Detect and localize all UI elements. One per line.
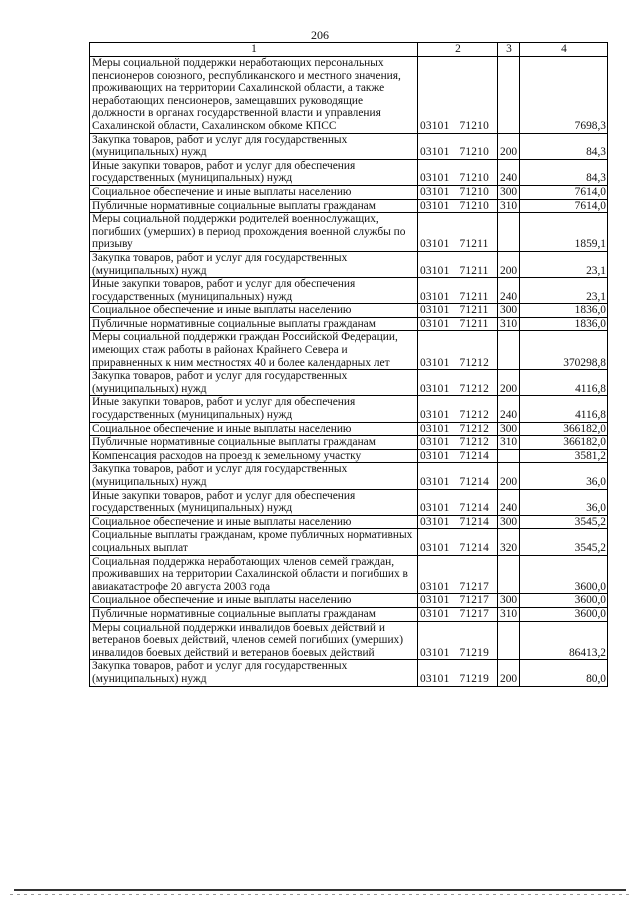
row-name: Меры социальной поддержки родителей военнослужащих, погибших (умерших) в период прохождения военной службы по призыву xyxy=(90,213,418,252)
row-expense-type xyxy=(498,213,520,252)
code-part-a: 03101 xyxy=(420,646,450,659)
row-target-code xyxy=(418,449,498,463)
row-expense-type: 310 xyxy=(498,317,520,331)
table-row xyxy=(90,436,608,450)
table-row xyxy=(90,199,608,213)
code-part-b: 71214 xyxy=(459,541,489,554)
row-expense-type: 300 xyxy=(498,304,520,318)
row-target-code xyxy=(418,436,498,450)
row-name: Публичные нормативные социальные выплаты гражданам xyxy=(90,436,418,450)
row-amount: 3600,0 xyxy=(520,594,608,608)
code-part-a: 03101 xyxy=(420,119,450,132)
row-name: Социальное обеспечение и иные выплаты населению xyxy=(90,594,418,608)
row-target-code xyxy=(418,621,498,660)
row-name: Социальные выплаты гражданам, кроме публичных нормативных социальных выплат xyxy=(90,529,418,555)
row-target-code xyxy=(418,370,498,396)
row-name: Иные закупки товаров, работ и услуг для обеспечения государственных (муниципальных) нужд xyxy=(90,489,418,515)
row-expense-type: 240 xyxy=(498,278,520,304)
page-bottom-rule xyxy=(14,889,626,891)
code-part-b: 71214 xyxy=(459,476,489,488)
code-part-b: 71210 xyxy=(459,119,489,132)
table-row xyxy=(90,594,608,608)
row-expense-type xyxy=(498,57,520,134)
table-row xyxy=(90,489,608,515)
row-amount: 370298,8 xyxy=(520,331,608,370)
row-target-code xyxy=(418,489,498,515)
row-amount: 1836,0 xyxy=(520,317,608,331)
table-row xyxy=(90,57,608,134)
code-part-a: 03101 xyxy=(420,502,450,515)
row-name: Меры социальной поддержки граждан Российской Федерации, имеющих стаж работы в районах Крайнего Севера и приравненных к ним местностях 40 и более календарных лет xyxy=(90,331,418,370)
code-part-b: 71219 xyxy=(459,672,489,685)
row-target-code xyxy=(418,185,498,199)
row-expense-type: 300 xyxy=(498,422,520,436)
row-name: Публичные нормативные социальные выплаты гражданам xyxy=(90,317,418,331)
code-part-a: 03101 xyxy=(420,290,450,303)
row-target-code xyxy=(418,199,498,213)
row-expense-type: 200 xyxy=(498,251,520,277)
code-part-a: 03101 xyxy=(420,409,450,422)
row-amount: 84,3 xyxy=(520,159,608,185)
row-target-code xyxy=(418,304,498,318)
code-part-a: 03101 xyxy=(420,580,450,593)
table-row xyxy=(90,251,608,277)
row-amount: 7614,0 xyxy=(520,199,608,213)
row-amount: 7614,0 xyxy=(520,185,608,199)
row-amount: 366182,0 xyxy=(520,422,608,436)
row-name: Социальная поддержка неработающих членов семей граждан, проживавших на территории Сахалинской области и погибших в авиакатастрофе 20 августа 2003 года xyxy=(90,555,418,594)
row-name: Меры социальной поддержки неработающих персональных пенсионеров союзного, республиканского и местного значения, проживающих на территории Сахалинской области, а также неработающих пенсионеров, замещавших руководящие должности в органах государственной власти и управления Сахалинской области, Сахалинском обкоме КПСС xyxy=(90,57,418,134)
row-expense-type: 300 xyxy=(498,594,520,608)
code-part-a: 03101 xyxy=(420,317,450,330)
code-part-a: 03101 xyxy=(420,172,450,185)
row-amount: 4116,8 xyxy=(520,370,608,396)
row-name: Социальное обеспечение и иные выплаты населению xyxy=(90,304,418,318)
row-expense-type xyxy=(498,555,520,594)
row-amount: 36,0 xyxy=(520,463,608,489)
row-amount: 1859,1 xyxy=(520,213,608,252)
row-target-code xyxy=(418,159,498,185)
code-part-b: 71214 xyxy=(459,502,489,515)
code-part-a: 03101 xyxy=(420,436,450,449)
table-row xyxy=(90,660,608,686)
row-expense-type: 200 xyxy=(498,660,520,686)
code-part-a: 03101 xyxy=(420,356,450,369)
row-name: Компенсация расходов на проезд к земельному участку xyxy=(90,449,418,463)
code-part-b: 71212 xyxy=(459,356,489,369)
table-row xyxy=(90,213,608,252)
row-target-code xyxy=(418,515,498,529)
code-part-b: 71217 xyxy=(459,580,489,593)
table-row xyxy=(90,133,608,159)
code-part-b: 71211 xyxy=(459,264,489,277)
code-part-b: 71217 xyxy=(459,594,489,607)
code-part-a: 03101 xyxy=(420,304,450,317)
code-part-a: 03101 xyxy=(420,672,450,685)
row-expense-type xyxy=(498,331,520,370)
row-amount: 80,0 xyxy=(520,660,608,686)
row-expense-type: 240 xyxy=(498,159,520,185)
table-row xyxy=(90,278,608,304)
row-name: Меры социальной поддержки инвалидов боевых действий и ветеранов боевых действий, членов семей погибших (умерших) инвалидов боевых действий и ветеранов боевых действий xyxy=(90,621,418,660)
row-expense-type: 300 xyxy=(498,185,520,199)
code-part-a: 03101 xyxy=(420,449,450,462)
row-name: Закупка товаров, работ и услуг для государственных (муниципальных) нужд xyxy=(90,133,418,159)
table-row xyxy=(90,370,608,396)
table-row xyxy=(90,449,608,463)
table-row xyxy=(90,159,608,185)
code-part-b: 71210 xyxy=(459,172,489,185)
row-name: Закупка товаров, работ и услуг для государственных (муниципальных) нужд xyxy=(90,660,418,686)
page-bottom-dotted-rule xyxy=(10,894,630,895)
code-part-b: 71211 xyxy=(459,317,489,330)
row-target-code xyxy=(418,594,498,608)
row-target-code xyxy=(418,133,498,159)
row-amount: 23,1 xyxy=(520,251,608,277)
table-row xyxy=(90,396,608,422)
column-header-2: 2 xyxy=(418,43,498,57)
code-part-a: 03101 xyxy=(420,238,450,251)
row-amount: 84,3 xyxy=(520,133,608,159)
row-name: Иные закупки товаров, работ и услуг для обеспечения государственных (муниципальных) нужд xyxy=(90,278,418,304)
header-row xyxy=(90,43,608,57)
code-part-b: 71219 xyxy=(459,646,489,659)
row-expense-type: 310 xyxy=(498,199,520,213)
code-part-b: 71210 xyxy=(459,199,489,212)
row-amount: 3600,0 xyxy=(520,555,608,594)
code-part-b: 71212 xyxy=(459,409,489,422)
row-target-code xyxy=(418,463,498,489)
code-part-b: 71214 xyxy=(459,449,489,462)
row-expense-type xyxy=(498,449,520,463)
row-expense-type: 310 xyxy=(498,607,520,621)
row-target-code xyxy=(418,57,498,134)
row-expense-type: 200 xyxy=(498,463,520,489)
budget-table xyxy=(89,42,608,687)
code-part-b: 71212 xyxy=(459,382,489,395)
row-amount: 36,0 xyxy=(520,489,608,515)
table-row xyxy=(90,529,608,555)
table-row xyxy=(90,463,608,489)
table-row xyxy=(90,317,608,331)
column-header-3: 3 xyxy=(498,43,520,57)
row-target-code xyxy=(418,529,498,555)
code-part-b: 71212 xyxy=(459,436,489,449)
row-expense-type: 300 xyxy=(498,515,520,529)
row-target-code xyxy=(418,555,498,594)
row-target-code xyxy=(418,396,498,422)
row-name: Публичные нормативные социальные выплаты гражданам xyxy=(90,199,418,213)
row-expense-type: 200 xyxy=(498,370,520,396)
code-part-b: 71214 xyxy=(459,515,489,528)
row-target-code xyxy=(418,660,498,686)
code-part-a: 03101 xyxy=(420,594,450,607)
code-part-a: 03101 xyxy=(420,382,450,395)
row-name: Социальное обеспечение и иные выплаты населению xyxy=(90,422,418,436)
row-target-code xyxy=(418,607,498,621)
code-part-a: 03101 xyxy=(420,422,450,435)
row-amount: 86413,2 xyxy=(520,621,608,660)
row-expense-type: 320 xyxy=(498,529,520,555)
row-target-code xyxy=(418,331,498,370)
table-row xyxy=(90,621,608,660)
table-row xyxy=(90,331,608,370)
table-row xyxy=(90,304,608,318)
row-amount: 7698,3 xyxy=(520,57,608,134)
row-target-code xyxy=(418,422,498,436)
row-name: Социальное обеспечение и иные выплаты населению xyxy=(90,185,418,199)
row-name: Публичные нормативные социальные выплаты гражданам xyxy=(90,607,418,621)
table-body xyxy=(90,57,608,687)
row-amount: 366182,0 xyxy=(520,436,608,450)
column-header-4: 4 xyxy=(520,43,608,57)
row-expense-type: 200 xyxy=(498,133,520,159)
row-expense-type: 310 xyxy=(498,436,520,450)
row-name: Закупка товаров, работ и услуг для государственных (муниципальных) нужд xyxy=(90,251,418,277)
code-part-a: 03101 xyxy=(420,476,450,488)
code-part-b: 71210 xyxy=(459,185,489,198)
column-header-1: 1 xyxy=(90,43,418,57)
code-part-a: 03101 xyxy=(420,607,450,620)
page-number: 206 xyxy=(311,28,329,42)
code-part-b: 71211 xyxy=(459,304,489,317)
code-part-a: 03101 xyxy=(420,541,450,554)
row-target-code xyxy=(418,213,498,252)
row-amount: 23,1 xyxy=(520,278,608,304)
table-row xyxy=(90,555,608,594)
code-part-a: 03101 xyxy=(420,515,450,528)
table-row xyxy=(90,607,608,621)
row-amount: 3545,2 xyxy=(520,529,608,555)
row-amount: 3581,2 xyxy=(520,449,608,463)
row-amount: 3545,2 xyxy=(520,515,608,529)
row-amount: 1836,0 xyxy=(520,304,608,318)
row-amount: 3600,0 xyxy=(520,607,608,621)
code-part-a: 03101 xyxy=(420,199,450,212)
code-part-a: 03101 xyxy=(420,185,450,198)
code-part-b: 71211 xyxy=(459,238,489,251)
row-expense-type: 240 xyxy=(498,396,520,422)
row-name: Иные закупки товаров, работ и услуг для обеспечения государственных (муниципальных) нужд xyxy=(90,159,418,185)
table-row xyxy=(90,422,608,436)
code-part-b: 71217 xyxy=(459,607,489,620)
row-expense-type: 240 xyxy=(498,489,520,515)
row-name: Социальное обеспечение и иные выплаты населению xyxy=(90,515,418,529)
row-name: Иные закупки товаров, работ и услуг для обеспечения государственных (муниципальных) нужд xyxy=(90,396,418,422)
code-part-a: 03101 xyxy=(420,146,450,159)
row-target-code xyxy=(418,251,498,277)
code-part-b: 71210 xyxy=(459,146,489,159)
row-name: Закупка товаров, работ и услуг для государственных (муниципальных) нужд xyxy=(90,370,418,396)
table-row xyxy=(90,515,608,529)
row-target-code xyxy=(418,317,498,331)
code-part-a: 03101 xyxy=(420,264,450,277)
row-amount: 4116,8 xyxy=(520,396,608,422)
code-part-b: 71212 xyxy=(459,422,489,435)
row-target-code xyxy=(418,278,498,304)
table-row xyxy=(90,185,608,199)
row-name: Закупка товаров, работ и услуг для государственных (муниципальных) нужд xyxy=(90,463,418,489)
row-expense-type xyxy=(498,621,520,660)
code-part-b: 71211 xyxy=(459,290,489,303)
